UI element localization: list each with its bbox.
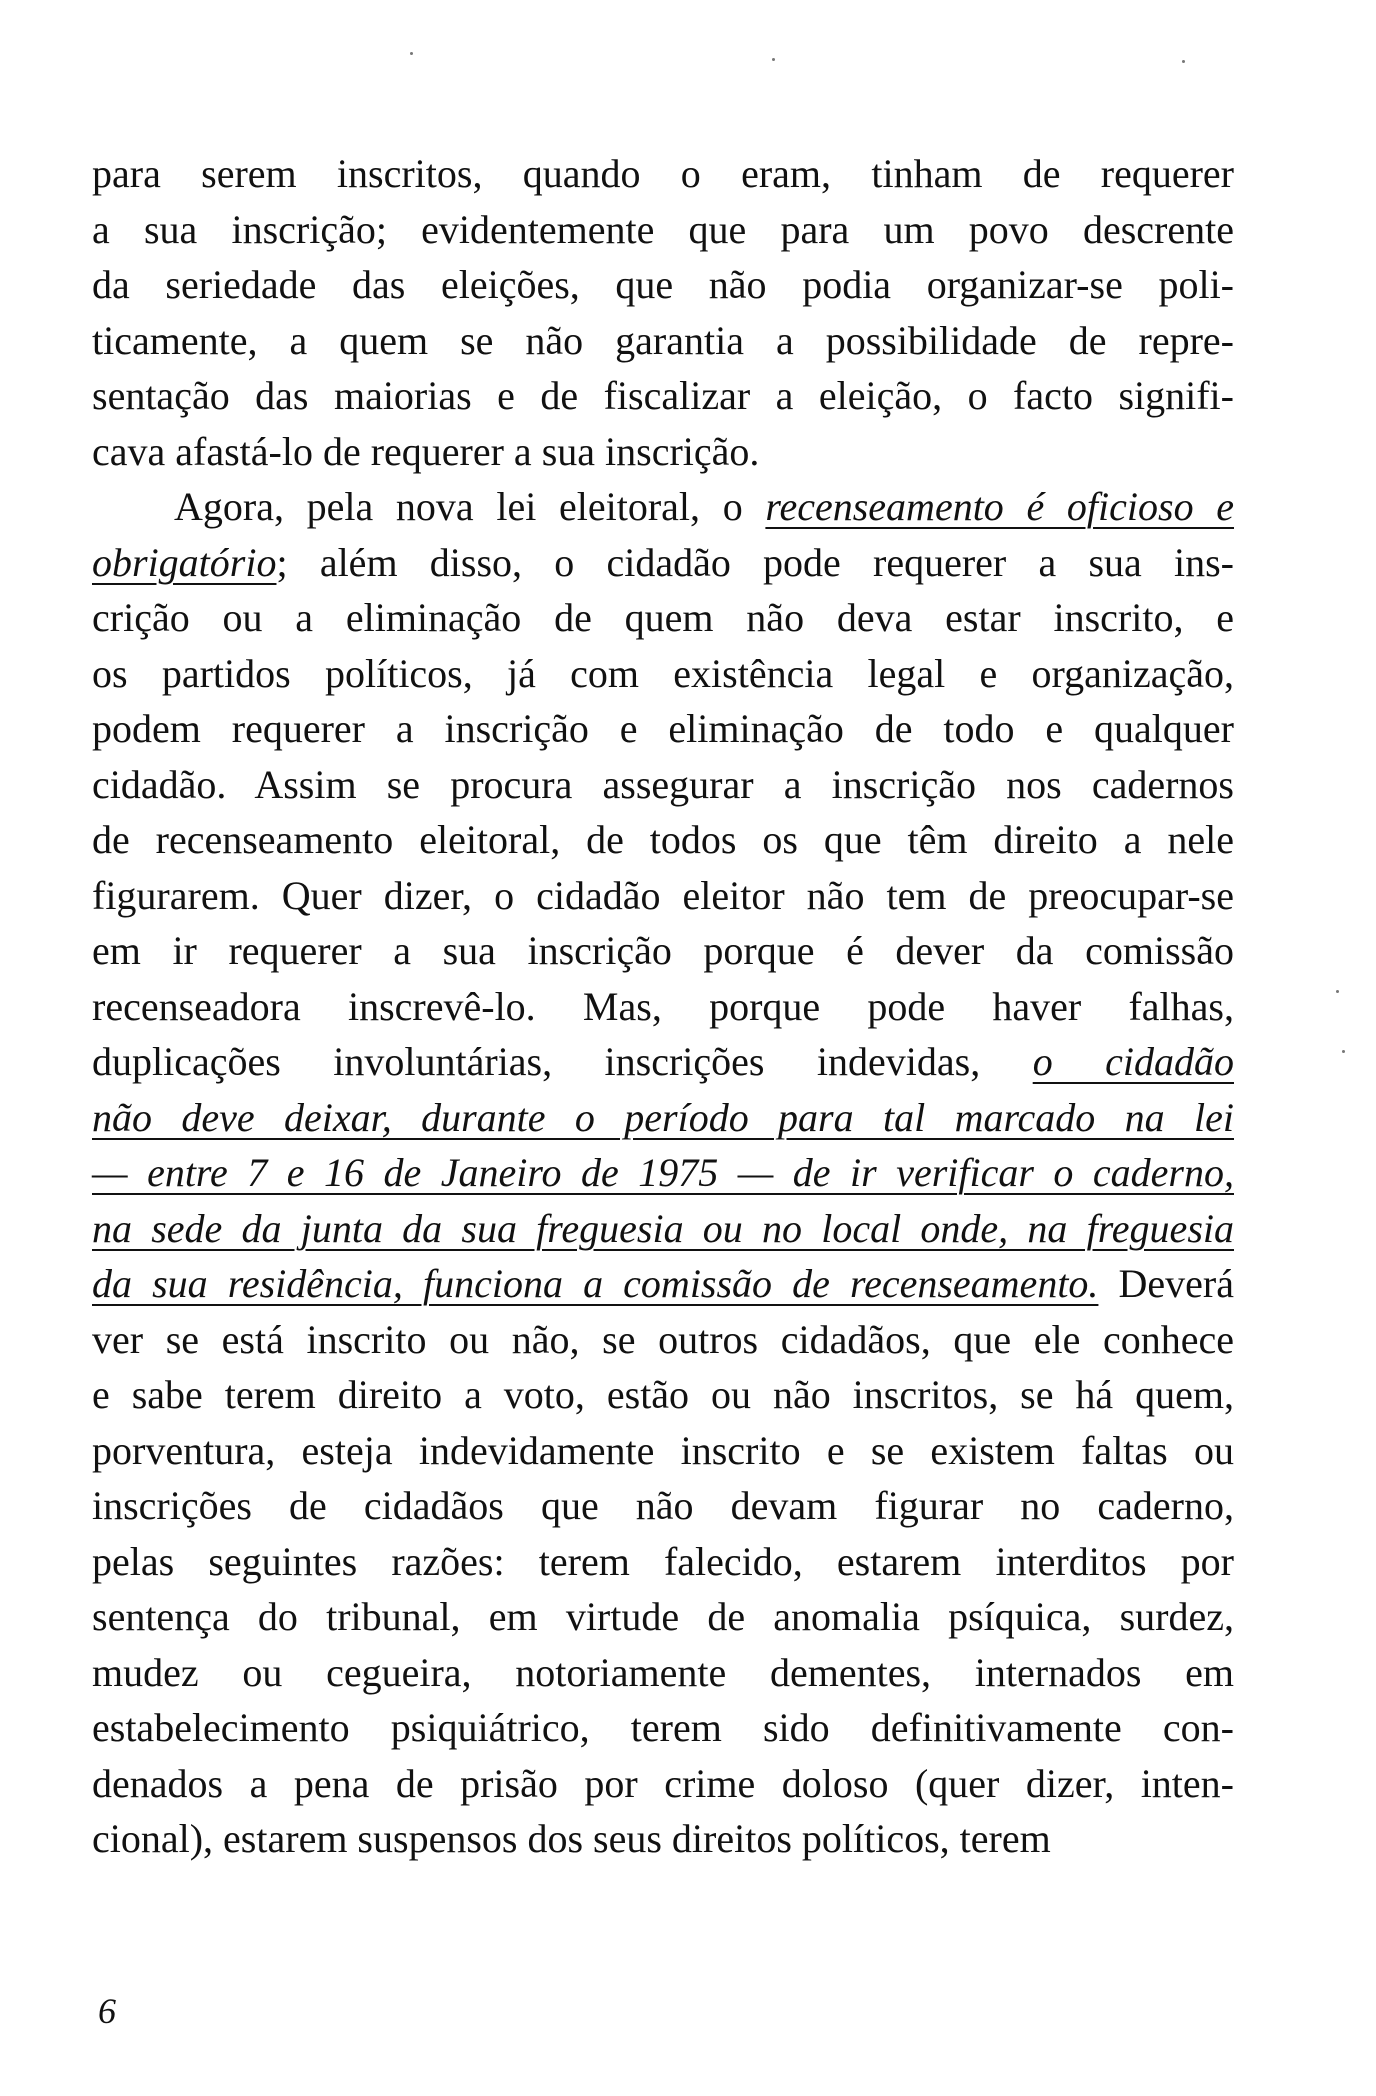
emphasized-text: o cidadão [1032,1039,1234,1084]
text-line [92,701,1234,757]
text-line [92,868,1234,924]
text-segment: ver se está inscrito ou não, se outros cidadãos, que ele conhece [92,1316,1234,1362]
text-segment: para serem inscritos, quando o eram, tinham de requerer [92,151,1234,196]
text-line [92,1811,1234,1867]
text-line [92,1367,1234,1423]
text-segment: de recenseamento eleitoral, de todos os que têm direito a nele [92,817,1234,862]
scan-speck [1336,990,1339,993]
text-segment: ; além disso, o cidadão pode requerer a sua ins- [276,539,1234,585]
scan-speck [1342,1050,1345,1053]
text-line [92,1423,1234,1479]
text-segment: cidadão. Assim se procura assegurar a inscrição nos cadernos [92,761,1234,807]
text-segment: figurarem. Quer dizer, o cidadão eleitor não tem de preocupar-se [92,872,1234,918]
text-segment: pelas seguintes razões: terem falecido, estarem interditos por [92,1538,1234,1584]
emphasized-text: da sua residência, funciona a comissão de recenseamento. [92,1261,1099,1306]
text-segment: em ir requerer a sua inscrição porque é dever da comissão [92,928,1234,973]
text-line [92,535,1234,591]
text-line [92,1201,1234,1257]
emphasized-text: recenseamento é oficioso e [765,484,1234,529]
text-line [92,424,1234,480]
page-number: 6 [98,1991,116,2031]
text-line [92,313,1234,369]
text-line [92,1478,1234,1534]
text-line [92,1034,1234,1090]
text-line [92,1145,1234,1201]
text-segment: inscrições de cidadãos que não devam figurar no caderno, [92,1483,1234,1528]
scan-speck [772,58,775,61]
text-line [92,1645,1234,1701]
text-line [92,368,1234,424]
text-line [92,1756,1234,1812]
text-line [92,923,1234,979]
text-segment: recenseadora inscrevê-lo. Mas, porque pode haver falhas, [92,983,1234,1029]
text-segment: estabelecimento psiquiátrico, terem sido definitivamente con- [92,1705,1234,1750]
text-line [92,1256,1234,1312]
emphasized-text: na sede da junta da sua freguesia ou no local onde, na freguesia [92,1205,1234,1251]
text-segment: e sabe terem direito a voto, estão ou não inscritos, se há quem, [92,1372,1234,1417]
text-line [92,1312,1234,1368]
text-segment: duplicações involuntárias, inscrições indevidas, [92,1039,1033,1084]
emphasized-text: obrigatório [92,539,277,585]
text-line [92,757,1234,813]
text-line [92,146,1234,202]
text-line [92,646,1234,702]
text-line [92,979,1234,1035]
text-line [92,1589,1234,1645]
text-segment: mudez ou cegueira, notoriamente dementes, internados em [92,1649,1234,1695]
text-line [92,1700,1234,1756]
text-segment: porventura, esteja indevidamente inscrito e se existem faltas ou [92,1427,1234,1473]
text-line [92,257,1234,313]
paragraph [92,146,1234,479]
scan-speck [1182,60,1185,63]
text-segment: da seriedade das eleições, que não podia organizar-se poli- [92,262,1234,307]
text-segment: sentença do tribunal, em virtude de anomalia psíquica, surdez, [92,1594,1234,1639]
text-segment: sentação das maiorias e de fiscalizar a eleição, o facto signifi- [92,373,1234,418]
emphasized-text: não deve deixar, durante o período para tal marcado na lei [92,1094,1234,1140]
text-line [92,479,1234,535]
text-segment: crição ou a eliminação de quem não deva estar inscrito, e [92,595,1234,640]
text-segment: denados a pena de prisão por crime doloso (quer dizer, inten- [92,1760,1234,1806]
emphasized-text: — entre 7 e 16 de Janeiro de 1975 — de ir verificar o caderno, [92,1150,1234,1195]
text-segment: ticamente, a quem se não garantia a possibilidade de repre- [92,317,1234,363]
text-line [92,1090,1234,1146]
text-segment: cava afastá-lo de requerer a sua inscrição. [92,428,760,474]
text-segment: cional), estarem suspensos dos seus direitos políticos, terem [92,1816,1051,1861]
text-segment: a sua inscrição; evidentemente que para um povo descrente [92,206,1234,252]
text-segment: podem requerer a inscrição e eliminação de todo e qualquer [92,706,1234,751]
scan-speck [410,52,413,55]
text-line [92,812,1234,868]
text-line [92,590,1234,646]
body-text [92,146,1234,1867]
text-line [92,1534,1234,1590]
text-segment: os partidos políticos, já com existência legal e organização, [92,650,1234,696]
text-line [92,202,1234,258]
text-segment: Deverá [1098,1261,1235,1306]
text-segment: Agora, pela nova lei eleitoral, o [174,484,766,529]
paragraph [92,479,1234,1867]
